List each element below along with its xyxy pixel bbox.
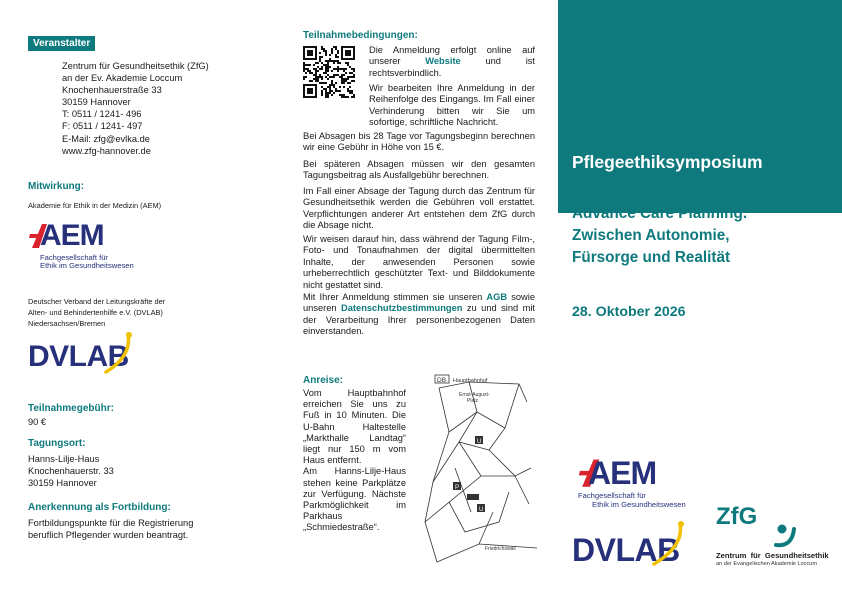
dvlab-caption-line: Deutscher Verband der Leitungskräfte der — [28, 297, 166, 306]
dvlab-caption — [28, 296, 165, 329]
venue-line: 30159 Hannover — [28, 478, 97, 488]
location-map[interactable] — [419, 372, 541, 572]
dvlab-logo — [28, 332, 138, 376]
cert-text — [28, 517, 193, 541]
conditions-p6: Wir weisen darauf hin, dass während der Tagung Film-, Foto- und Tonaufnahmen der digital übermittelten Inhalte, der anwesenden Personen sowie urheberrechtlich geschützter Text- und Bilddokumente nicht gestattet sind. — [303, 234, 535, 290]
cert-heading: Anerkennung als Fortbildung: — [28, 502, 171, 513]
aem-logo-word: AEM — [40, 219, 104, 252]
subtitle-line: Zwischen Autonomie, — [572, 227, 730, 244]
dvlab-logo-word: DVLAB — [28, 340, 129, 373]
event-subtitle — [572, 203, 747, 269]
zfg-logo — [716, 503, 838, 573]
venue-address — [28, 453, 114, 489]
right-panel — [558, 0, 842, 595]
venue-line: Knochenhauerstr. 33 — [28, 466, 114, 476]
conditions-p3: Bei Absagen bis 28 Tage vor Tagungsbeginn berechnen wir eine Gebühr in Höhe von 15 €. — [303, 131, 535, 153]
p-badge-text: P — [455, 485, 460, 491]
aem-logo-sub2-right: Ethik im Gesundheitswesen — [592, 500, 686, 509]
cert-line: beruflich Pflegender wurden beantragt. — [28, 530, 189, 540]
cert-line: Fortbildungspunkte für die Registrierung — [28, 518, 194, 528]
address-line: Knochenhauerstraße 33 — [62, 85, 162, 96]
event-date: 28. Oktober 2026 — [572, 304, 686, 320]
aem-logo-right — [574, 455, 724, 515]
u-badge-2-text: U — [479, 507, 484, 513]
arrival-text — [303, 388, 406, 534]
address-line: Zentrum für Gesundheitsethik (ZfG) — [62, 61, 209, 71]
zfg-logo-sub1: Zentrum für Gesundheitsethik — [716, 551, 829, 560]
aem-caption: Akademie für Ethik in der Medizin (AEM) — [28, 201, 162, 210]
map-label-station: Hauptbahnhof — [453, 378, 488, 384]
dvlab-swoosh-icon-right — [648, 520, 688, 568]
aem-logo-word-right: AEM — [588, 455, 657, 491]
db-badge-text: DB — [437, 377, 447, 384]
venue-heading: Tagungsort: — [28, 438, 86, 449]
left-panel — [0, 0, 279, 595]
arrival-p2: Am Hanns-Lilje-Haus stehen keine Parkplätze zur Verfügung. Nächste Parkmöglichkeit im Parkhaus „Schmiedestraße“. — [303, 466, 406, 533]
agb-link[interactable]: AGB — [486, 292, 508, 302]
zfg-logo-word: ZfG — [716, 503, 758, 530]
conditions-p7: Mit Ihrer Anmeldung stimmen sie unseren AGB sowie unseren Datenschutzbestimmungen zu und sind mit der Verarbeitung Ihrer personenbezogenen Daten einverstanden. — [303, 292, 535, 337]
title-banner — [558, 0, 842, 213]
organizer-address — [62, 60, 209, 157]
dvlab-logo-right — [572, 520, 692, 570]
website-link[interactable]: Website — [425, 56, 461, 67]
fee-heading: Teilnahmegebühr: — [28, 403, 114, 414]
cooperation-heading: Mitwirkung: — [28, 181, 85, 192]
phone-line: T: 0511 / 1241- 496 — [62, 109, 142, 120]
privacy-link[interactable]: Datenschutzbestimmungen — [341, 303, 463, 314]
fax-line: F: 0511 / 1241- 497 — [62, 121, 143, 132]
subtitle-line: Advance Care Planning. — [572, 205, 748, 222]
u-badge-text: U — [477, 439, 482, 445]
subtitle-line: Fürsorge und Realität — [572, 249, 731, 266]
aem-logo-sub1-right: Fachgesellschaft für — [578, 491, 646, 500]
zfg-logo-mark-icon — [774, 523, 798, 549]
fee-value: 90 € — [28, 417, 47, 427]
venue-marker — [467, 494, 479, 500]
address-line: an der Ev. Akademie Loccum — [62, 73, 183, 84]
dvlab-logo-word-right: DVLAB — [572, 532, 680, 568]
aem-logo-sub1: Fachgesellschaft für — [40, 253, 108, 262]
dvlab-caption-line: Niedersachsen/Bremen — [28, 319, 106, 328]
email-line[interactable]: E-Mail: zfg@evlka.de — [62, 133, 150, 144]
map-label-place-b: Platz — [467, 398, 479, 404]
website-line[interactable]: www.zfg-hannover.de — [62, 145, 151, 156]
zfg-logo-sub2: an der Evangelischen Akademie Loccum — [716, 561, 818, 567]
organizer-label: Veranstalter — [28, 36, 95, 51]
conditions-p2: Wir bearbeiten Ihre Anmeldung in der Reihenfolge des Eingangs. Im Fall einer Verhinderung bitten wir Sie um sofortige, schriftliche Nachricht. — [369, 83, 535, 128]
conditions-p1: Die Anmeldung erfolgt online auf unserer Website und ist rechtsverbindlich. — [369, 45, 535, 78]
venue-line: Hanns-Lilje-Haus — [28, 454, 100, 464]
aem-logo-sub2: Ethik im Gesundheitswesen — [40, 261, 134, 270]
middle-panel — [279, 0, 558, 595]
conditions-heading: Teilnahmebedingungen: — [303, 30, 418, 41]
aem-logo — [28, 220, 178, 276]
conditions-p4: Bei späteren Absagen müssen wir den gesamten Tagungsbeitrag als Ausfallgebühr berechnen. — [303, 159, 535, 181]
conditions-p5: Im Fall einer Absage der Tagung durch das Zentrum für Gesundheitsethik werden die Gebühren voll erstattet. Verpflichtungen anderer Art entstehen dem ZfG durch die Absage nicht. — [303, 186, 535, 231]
dvlab-caption-line: Alten- und Behindertenhilfe e.V. (DVLAB) — [28, 308, 163, 317]
arrival-p1: Vom Hauptbahnhof erreichen Sie uns zu Fuß in 10 Minuten. Die U-Bahn Haltestelle „Markthalle Landtag“ liegt nur 150 m vom Haus entfernt. — [303, 388, 406, 466]
arrival-heading: Anreise: — [303, 375, 344, 386]
map-label-place: Ernst-August- — [459, 392, 490, 398]
map-label-street: Friedrichswall — [485, 546, 516, 552]
dvlab-swoosh-icon — [98, 332, 138, 376]
event-title: Pflegeethiksymposium — [572, 152, 763, 172]
address-line: 30159 Hannover — [62, 97, 131, 108]
